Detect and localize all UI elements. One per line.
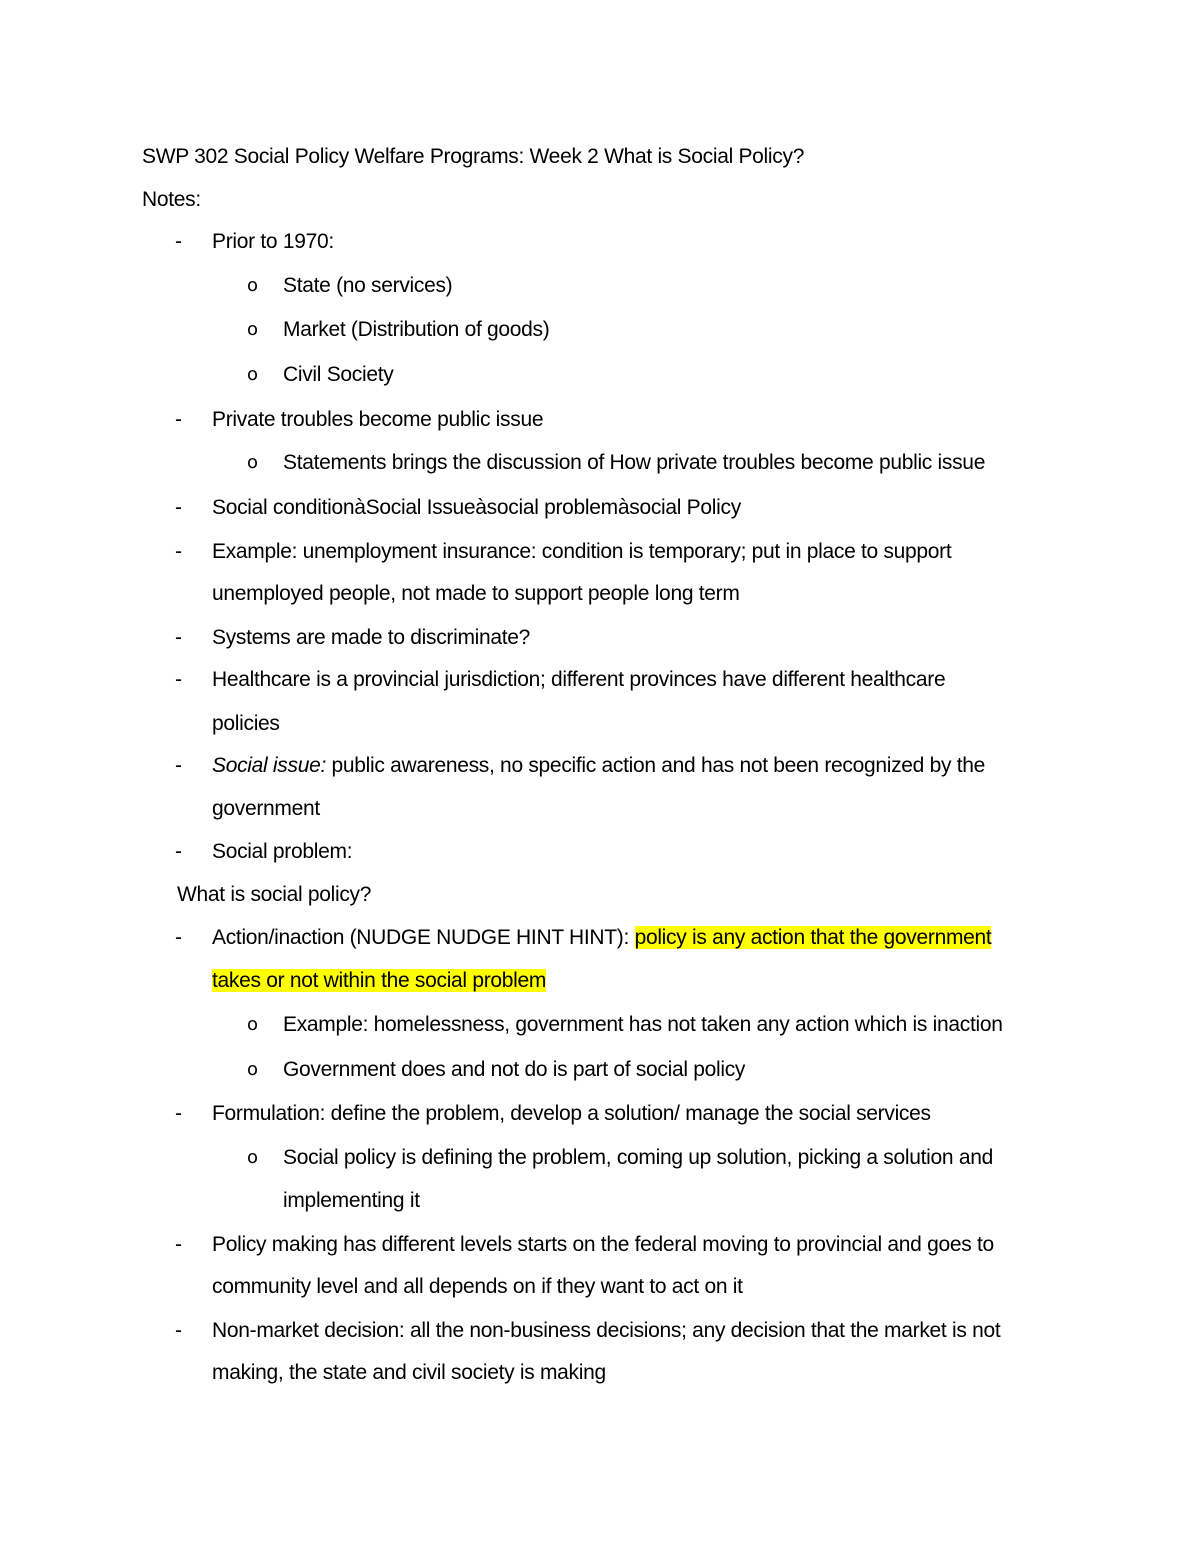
bullet-marker: o [247,1014,258,1035]
item-text: Social conditionàSocial Issueàsocial problemàsocial Policy [212,496,741,519]
bullet-marker: o [247,1059,258,1080]
item-text: Systems are made to discriminate? [212,626,531,649]
dash-marker: - [175,496,182,519]
item-text: Prior to 1970: [212,230,334,253]
dash-marker: - [175,230,182,253]
item-text: community level and all depends on if they want to act on it [212,1275,743,1298]
dash-marker: - [175,840,182,863]
item-text: Civil Society [283,363,394,386]
bullet-marker: o [247,452,258,473]
item-text: Government does and not do is part of social policy [283,1058,746,1081]
dash-marker: - [175,926,182,949]
bullet-marker: o [247,1147,258,1168]
section-heading: What is social policy? [177,883,372,906]
doc-title: SWP 302 Social Policy Welfare Programs: Week 2 What is Social Policy? [142,145,805,168]
dash-marker: - [175,408,182,431]
item-text: Example: unemployment insurance: condition is temporary; put in place to support [212,540,952,563]
item-text: government [212,797,320,820]
highlighted-text: policy is any action that the government [634,926,992,949]
item-text: State (no services) [283,274,453,297]
dash-marker: - [175,540,182,563]
item-text: Example: homelessness, government has not taken any action which is inaction [283,1013,1003,1036]
item-text: Non-market decision: all the non-business decisions; any decision that the market is not [212,1319,1001,1342]
item-text: Social policy is defining the problem, coming up solution, picking a solution and [283,1146,993,1169]
item-text: making, the state and civil society is making [212,1361,606,1384]
dash-marker: - [175,1102,182,1125]
dash-marker: - [175,1319,182,1342]
item-text [212,926,991,950]
item-text [212,754,985,778]
item-text: Statements brings the discussion of How private troubles become public issue [283,451,986,474]
action-prefix: Action/inaction (NUDGE NUDGE HINT HINT): [212,926,635,949]
notes-label: Notes: [142,188,201,211]
item-text: Formulation: define the problem, develop a solution/ manage the social services [212,1102,931,1125]
item-text: policies [212,712,280,735]
bullet-marker: o [247,275,258,296]
item-text: Healthcare is a provincial jurisdiction; different provinces have different healthcare [212,668,946,691]
item-text: implementing it [283,1189,420,1212]
dash-marker: - [175,1233,182,1256]
item-text: Private troubles become public issue [212,408,544,431]
item-text: Market (Distribution of goods) [283,318,550,341]
dash-marker: - [175,754,182,777]
social-issue-definition: public awareness, no specific action and has not been recognized by the [326,754,986,777]
highlighted-text: takes or not within the social problem [212,969,547,992]
item-text: Social problem: [212,840,353,863]
item-text: unemployed people, not made to support people long term [212,582,740,605]
item-text: Policy making has different levels starts on the federal moving to provincial and goes to [212,1233,994,1256]
bullet-marker: o [247,319,258,340]
bullet-marker: o [247,364,258,385]
item-text [212,969,546,993]
dash-marker: - [175,626,182,649]
social-issue-term: Social issue: [212,754,326,777]
dash-marker: - [175,668,182,691]
